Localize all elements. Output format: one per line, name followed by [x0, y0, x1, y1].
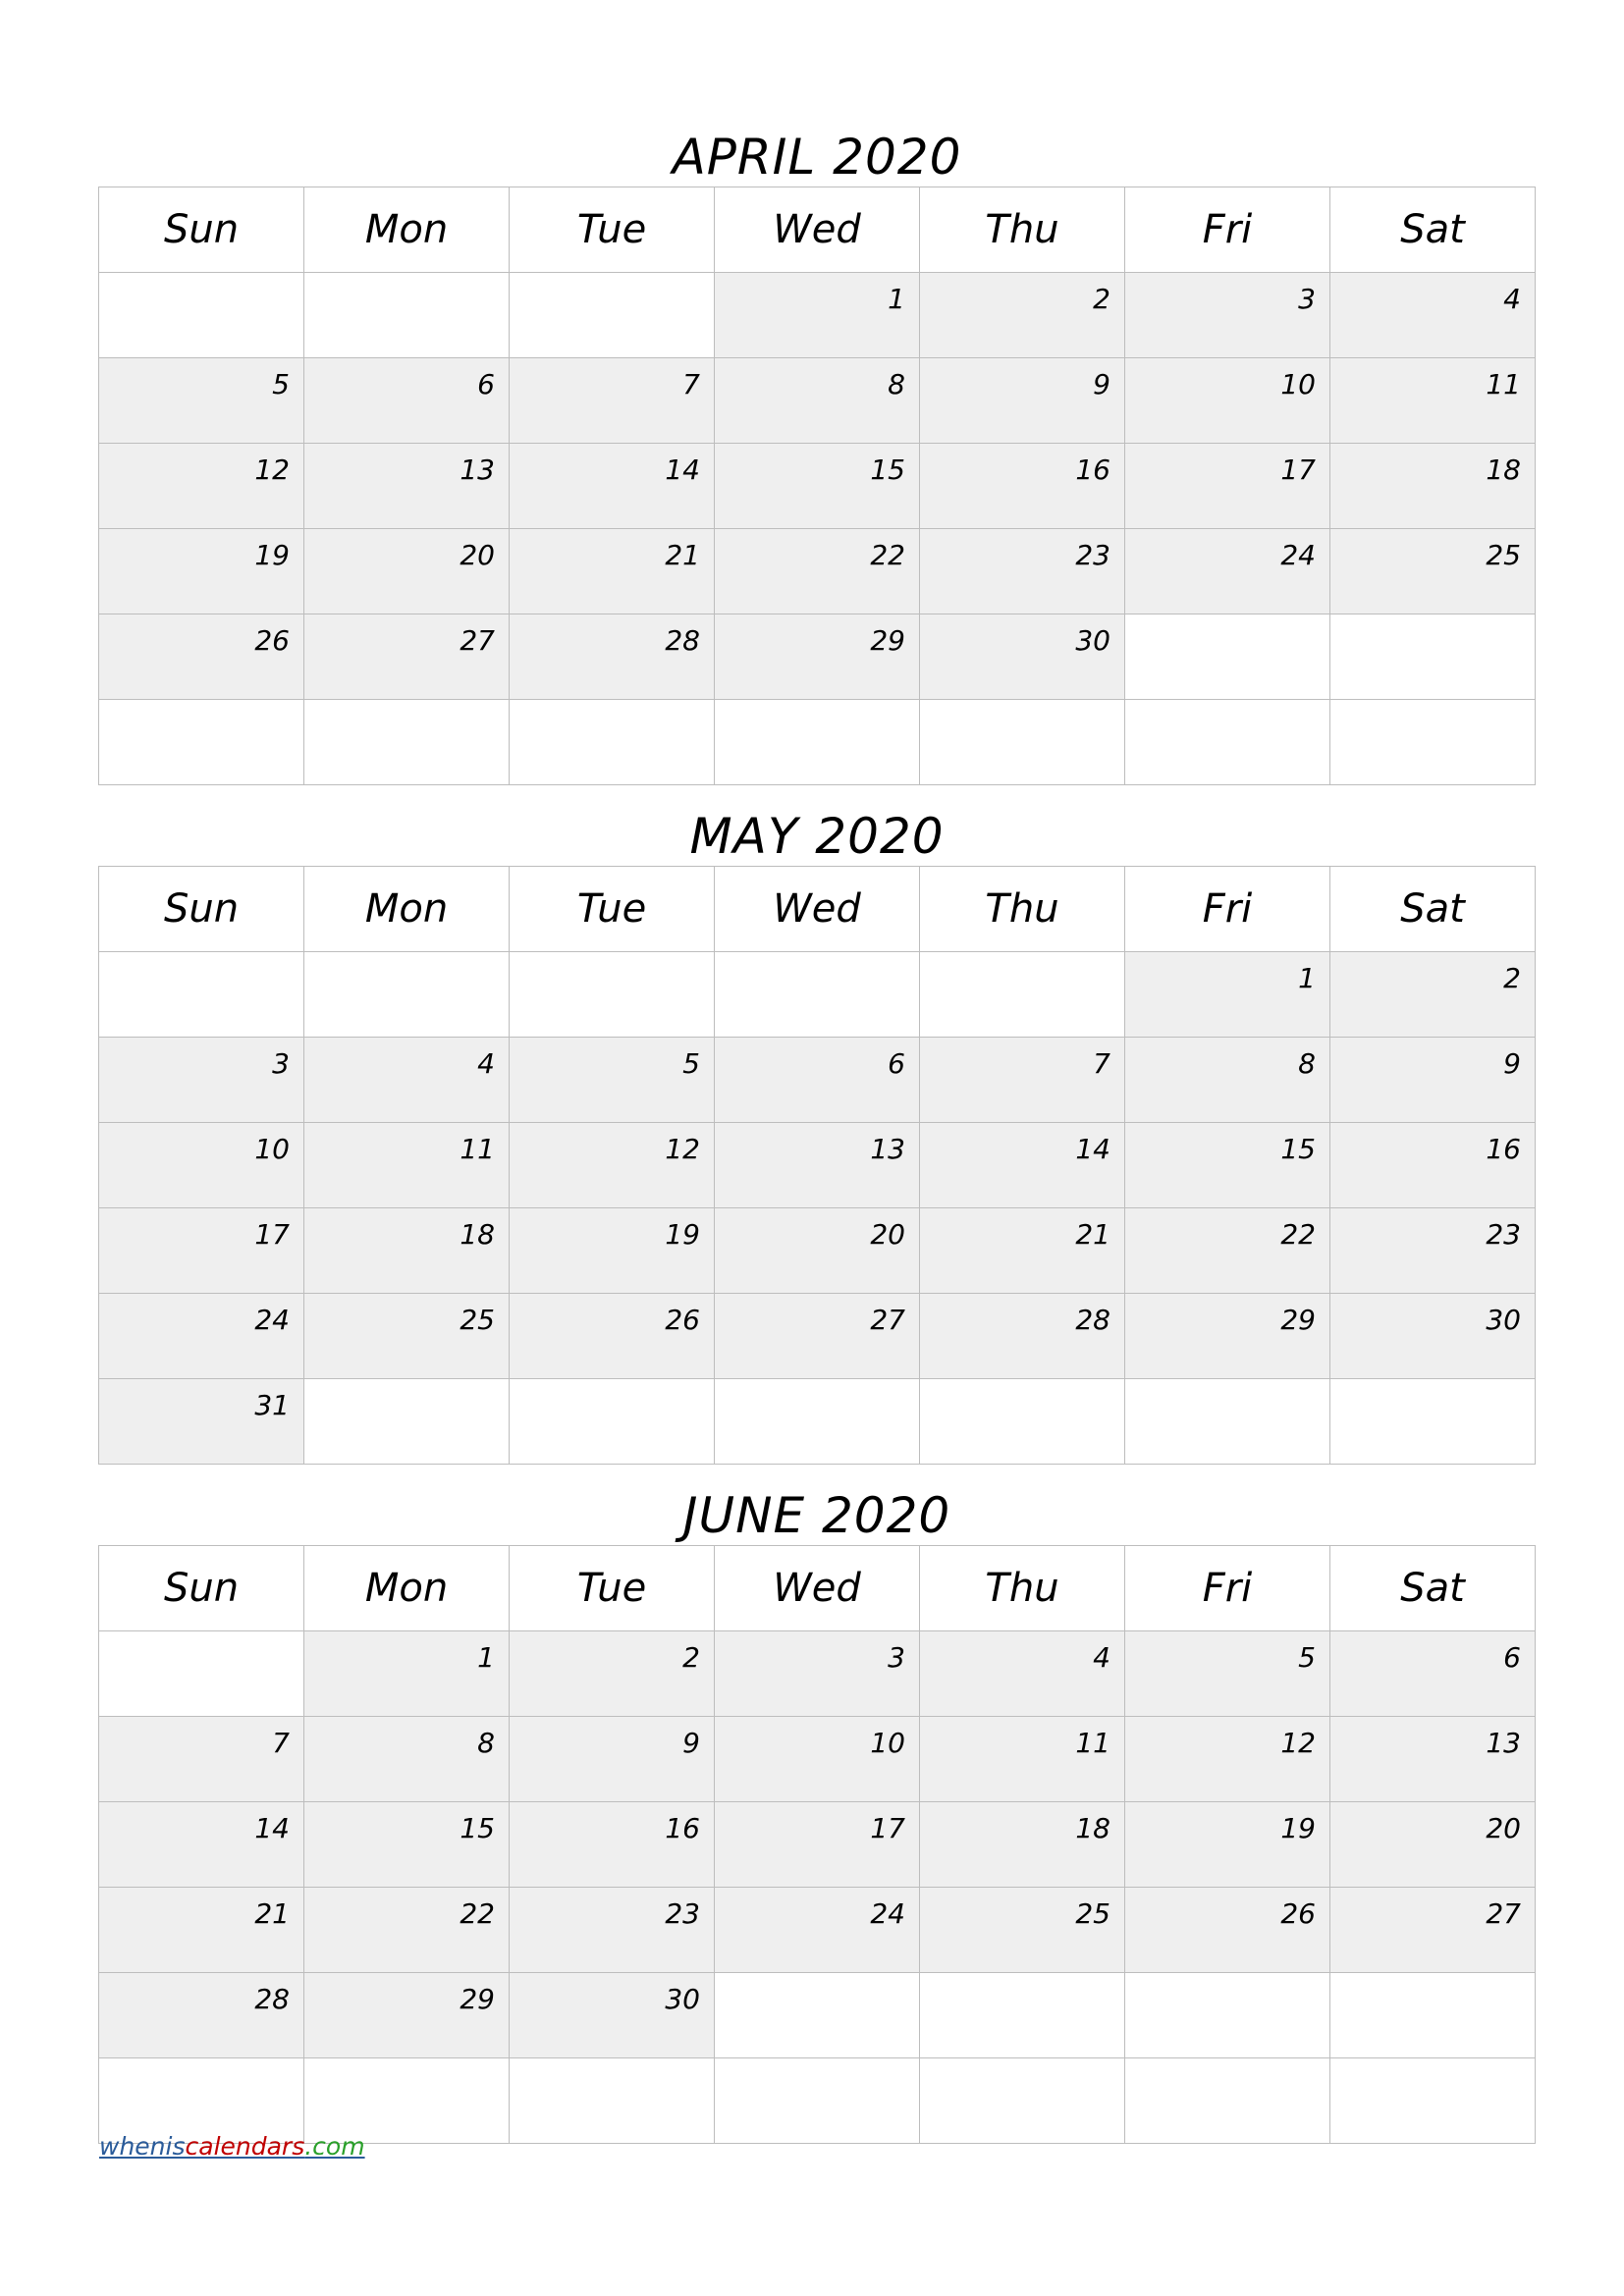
day-cell: 4	[304, 1038, 510, 1123]
day-cell: 25	[920, 1888, 1125, 1973]
weekday-header: Sat	[1330, 867, 1536, 952]
month-calendar-1	[98, 787, 1536, 1465]
week-row	[99, 700, 1536, 785]
month-title	[98, 1467, 1536, 1543]
day-cell: 29	[304, 1973, 510, 2058]
week-row	[99, 2058, 1536, 2144]
day-cell	[920, 700, 1125, 785]
month-calendar-0	[98, 108, 1536, 785]
day-cell: 18	[920, 1802, 1125, 1888]
day-cell	[920, 2058, 1125, 2144]
day-cell: 11	[1330, 358, 1536, 444]
day-cell: 19	[1125, 1802, 1330, 1888]
weekday-header: Sun	[99, 187, 304, 273]
weekday-header: Mon	[304, 867, 510, 952]
week-row	[99, 1123, 1536, 1208]
day-cell: 23	[920, 529, 1125, 614]
day-cell	[920, 1973, 1125, 2058]
day-cell	[304, 2058, 510, 2144]
day-cell: 20	[1330, 1802, 1536, 1888]
day-cell: 1	[1125, 952, 1330, 1038]
day-cell	[715, 2058, 920, 2144]
month-title	[98, 108, 1536, 185]
day-cell: 26	[510, 1294, 715, 1379]
day-cell: 5	[510, 1038, 715, 1123]
day-cell	[715, 1973, 920, 2058]
weekday-header: Thu	[920, 867, 1125, 952]
day-cell: 6	[715, 1038, 920, 1123]
day-cell: 16	[920, 444, 1125, 529]
day-cell: 8	[1125, 1038, 1330, 1123]
day-cell: 1	[715, 273, 920, 358]
month-title-text: JUNE 2020	[682, 1487, 951, 1544]
day-cell: 2	[1330, 952, 1536, 1038]
day-cell: 2	[920, 273, 1125, 358]
day-cell: 17	[1125, 444, 1330, 529]
day-cell	[1330, 614, 1536, 700]
day-cell: 30	[1330, 1294, 1536, 1379]
footer-part-calendars: calendars	[185, 2132, 305, 2161]
weekday-header: Mon	[304, 187, 510, 273]
day-cell: 26	[1125, 1888, 1330, 1973]
weekday-header: Mon	[304, 1546, 510, 1631]
month-title-text: MAY 2020	[689, 808, 945, 865]
day-cell	[99, 273, 304, 358]
day-cell	[715, 1379, 920, 1465]
day-cell	[510, 1379, 715, 1465]
day-cell: 23	[1330, 1208, 1536, 1294]
day-cell: 14	[510, 444, 715, 529]
week-row	[99, 1294, 1536, 1379]
week-row	[99, 358, 1536, 444]
day-cell: 16	[1330, 1123, 1536, 1208]
day-cell: 10	[1125, 358, 1330, 444]
month-title-text: APRIL 2020	[672, 129, 962, 186]
week-row	[99, 1038, 1536, 1123]
day-cell: 3	[99, 1038, 304, 1123]
day-cell	[99, 2058, 304, 2144]
day-cell	[510, 2058, 715, 2144]
day-cell	[1125, 700, 1330, 785]
calendar-grid	[98, 866, 1536, 1465]
day-cell: 28	[510, 614, 715, 700]
weekday-header: Tue	[510, 1546, 715, 1631]
weekday-header-row	[99, 187, 1536, 273]
weekday-header-row	[99, 867, 1536, 952]
day-cell: 14	[920, 1123, 1125, 1208]
weekday-header: Sat	[1330, 187, 1536, 273]
day-cell: 10	[715, 1717, 920, 1802]
day-cell: 9	[1330, 1038, 1536, 1123]
day-cell	[1125, 2058, 1330, 2144]
day-cell: 11	[920, 1717, 1125, 1802]
day-cell: 25	[1330, 529, 1536, 614]
day-cell: 7	[510, 358, 715, 444]
day-cell: 9	[920, 358, 1125, 444]
day-cell: 12	[99, 444, 304, 529]
day-cell: 24	[1125, 529, 1330, 614]
day-cell: 27	[715, 1294, 920, 1379]
day-cell: 20	[304, 529, 510, 614]
day-cell: 11	[304, 1123, 510, 1208]
day-cell	[920, 952, 1125, 1038]
day-cell: 2	[510, 1631, 715, 1717]
day-cell: 26	[99, 614, 304, 700]
day-cell: 31	[99, 1379, 304, 1465]
day-cell: 17	[715, 1802, 920, 1888]
day-cell: 18	[304, 1208, 510, 1294]
day-cell	[99, 700, 304, 785]
weekday-header: Thu	[920, 1546, 1125, 1631]
month-calendar-2	[98, 1467, 1536, 2144]
day-cell: 12	[1125, 1717, 1330, 1802]
day-cell	[304, 1379, 510, 1465]
day-cell: 6	[1330, 1631, 1536, 1717]
day-cell: 15	[1125, 1123, 1330, 1208]
day-cell: 21	[99, 1888, 304, 1973]
week-row	[99, 614, 1536, 700]
day-cell	[920, 1379, 1125, 1465]
week-row	[99, 952, 1536, 1038]
day-cell: 9	[510, 1717, 715, 1802]
week-row	[99, 1973, 1536, 2058]
weekday-header: Fri	[1125, 187, 1330, 273]
weekday-header: Fri	[1125, 867, 1330, 952]
week-row	[99, 1888, 1536, 1973]
weekday-header: Thu	[920, 187, 1125, 273]
day-cell: 16	[510, 1802, 715, 1888]
day-cell: 19	[510, 1208, 715, 1294]
day-cell: 27	[1330, 1888, 1536, 1973]
weekday-header: Tue	[510, 867, 715, 952]
day-cell: 24	[99, 1294, 304, 1379]
day-cell: 4	[1330, 273, 1536, 358]
day-cell: 20	[715, 1208, 920, 1294]
weekday-header: Wed	[715, 867, 920, 952]
day-cell: 13	[715, 1123, 920, 1208]
day-cell: 6	[304, 358, 510, 444]
day-cell: 3	[1125, 273, 1330, 358]
day-cell: 13	[304, 444, 510, 529]
day-cell: 15	[304, 1802, 510, 1888]
week-row	[99, 529, 1536, 614]
day-cell: 21	[920, 1208, 1125, 1294]
weekday-header: Fri	[1125, 1546, 1330, 1631]
day-cell: 13	[1330, 1717, 1536, 1802]
weekday-header: Sat	[1330, 1546, 1536, 1631]
day-cell: 7	[920, 1038, 1125, 1123]
day-cell: 4	[920, 1631, 1125, 1717]
day-cell	[304, 952, 510, 1038]
day-cell: 7	[99, 1717, 304, 1802]
calendar-grid	[98, 1545, 1536, 2144]
footer-part-whenis: whenis	[99, 2132, 186, 2161]
day-cell: 3	[715, 1631, 920, 1717]
day-cell: 22	[1125, 1208, 1330, 1294]
day-cell	[510, 952, 715, 1038]
calendar-grid	[98, 187, 1536, 785]
week-row	[99, 273, 1536, 358]
day-cell: 5	[1125, 1631, 1330, 1717]
day-cell: 25	[304, 1294, 510, 1379]
day-cell	[1330, 700, 1536, 785]
day-cell: 30	[510, 1973, 715, 2058]
weekday-header: Wed	[715, 187, 920, 273]
day-cell	[1125, 614, 1330, 700]
weekday-header: Wed	[715, 1546, 920, 1631]
day-cell	[1125, 1379, 1330, 1465]
day-cell: 18	[1330, 444, 1536, 529]
day-cell	[510, 273, 715, 358]
day-cell: 28	[99, 1973, 304, 2058]
day-cell: 14	[99, 1802, 304, 1888]
day-cell: 21	[510, 529, 715, 614]
week-row	[99, 1208, 1536, 1294]
day-cell: 8	[304, 1717, 510, 1802]
day-cell: 29	[1125, 1294, 1330, 1379]
weekday-header: Sun	[99, 1546, 304, 1631]
weekday-header: Sun	[99, 867, 304, 952]
day-cell: 23	[510, 1888, 715, 1973]
footer-part-com: .com	[304, 2132, 365, 2161]
week-row	[99, 1379, 1536, 1465]
day-cell: 22	[715, 529, 920, 614]
day-cell: 30	[920, 614, 1125, 700]
day-cell: 15	[715, 444, 920, 529]
day-cell	[99, 1631, 304, 1717]
day-cell: 27	[304, 614, 510, 700]
day-cell	[1330, 2058, 1536, 2144]
day-cell	[1125, 1973, 1330, 2058]
day-cell	[715, 700, 920, 785]
day-cell: 28	[920, 1294, 1125, 1379]
day-cell: 1	[304, 1631, 510, 1717]
day-cell	[99, 952, 304, 1038]
day-cell: 12	[510, 1123, 715, 1208]
day-cell: 8	[715, 358, 920, 444]
week-row	[99, 1631, 1536, 1717]
day-cell	[1330, 1973, 1536, 2058]
week-row	[99, 444, 1536, 529]
day-cell: 29	[715, 614, 920, 700]
footer-link[interactable]	[99, 2132, 365, 2161]
day-cell	[1330, 1379, 1536, 1465]
day-cell: 10	[99, 1123, 304, 1208]
day-cell: 24	[715, 1888, 920, 1973]
day-cell: 17	[99, 1208, 304, 1294]
week-row	[99, 1717, 1536, 1802]
week-row	[99, 1802, 1536, 1888]
day-cell: 5	[99, 358, 304, 444]
weekday-header-row	[99, 1546, 1536, 1631]
month-title	[98, 787, 1536, 864]
day-cell	[715, 952, 920, 1038]
day-cell	[304, 273, 510, 358]
day-cell	[510, 700, 715, 785]
day-cell	[304, 700, 510, 785]
weekday-header: Tue	[510, 187, 715, 273]
day-cell: 22	[304, 1888, 510, 1973]
day-cell: 19	[99, 529, 304, 614]
